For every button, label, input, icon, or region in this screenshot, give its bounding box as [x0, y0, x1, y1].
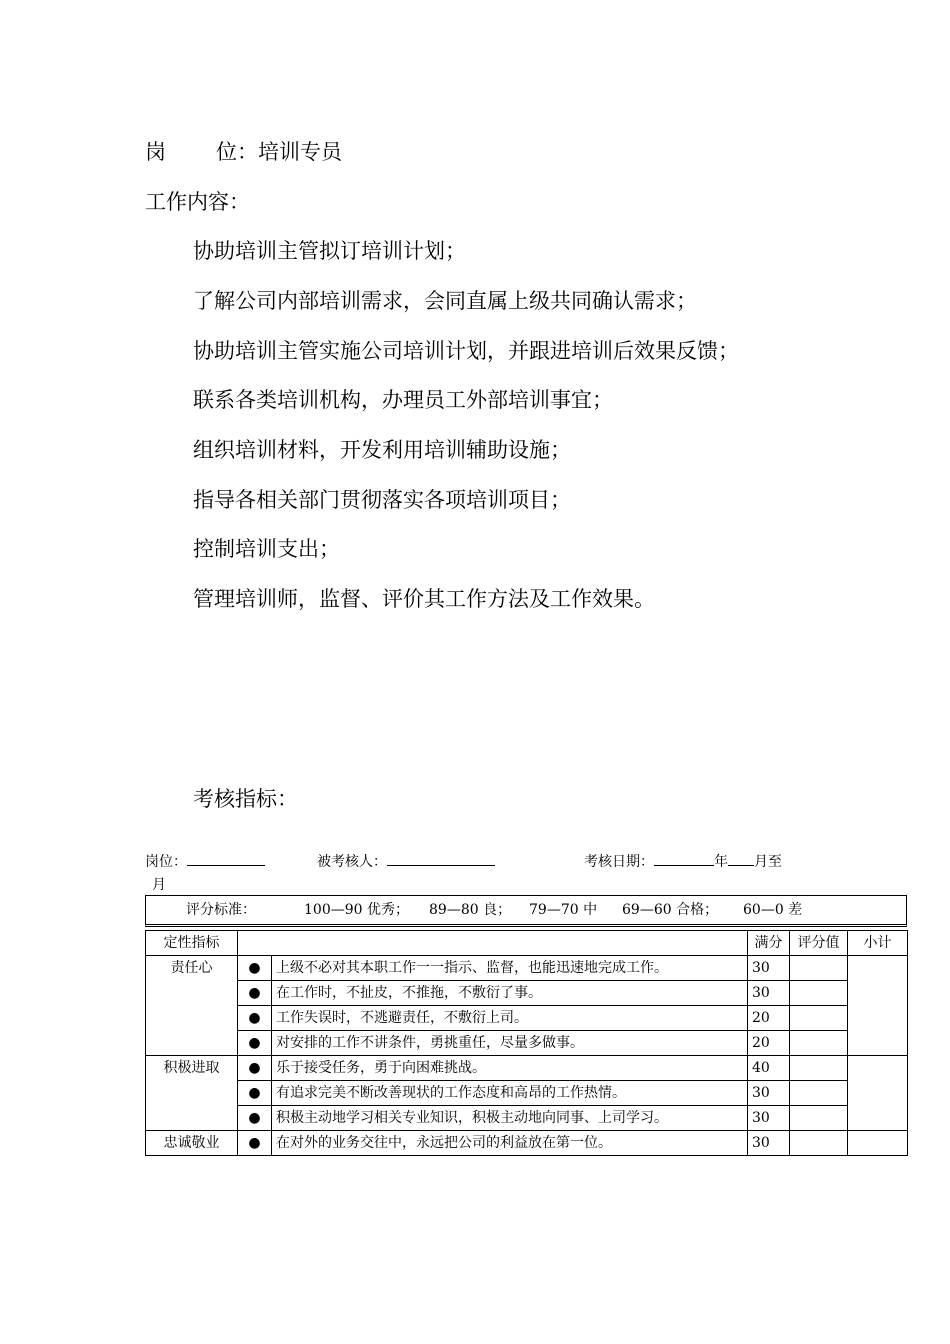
criteria-item: 60—0 差 [743, 902, 803, 918]
table-row [146, 1031, 908, 1056]
header-full: 满分 [748, 931, 790, 956]
table-row [146, 1056, 908, 1081]
form-date-month: 月 [152, 877, 166, 893]
table-row [146, 956, 908, 981]
form-position-blank[interactable] [187, 851, 265, 866]
score-cell[interactable] [790, 1006, 848, 1031]
bullet-icon: ● [238, 1056, 272, 1081]
header-subtotal: 小计 [848, 931, 908, 956]
assessment-label: 考核指标： [193, 787, 298, 811]
duty-item: 协助培训主管拟订培训计划； [193, 239, 466, 263]
table-row [146, 1006, 908, 1031]
score-cell[interactable] [790, 1131, 848, 1156]
criteria-item: 89—80 良； [429, 902, 512, 918]
indicator-text: 乐于接受任务，勇于向困难挑战。 [272, 1056, 748, 1081]
full-score: 30 [748, 1131, 790, 1156]
indicator-text: 在工作时，不扯皮，不推拖，不敷衍了事。 [272, 981, 748, 1006]
full-score: 30 [748, 956, 790, 981]
bullet-icon: ● [238, 1006, 272, 1031]
form-assessee-blank[interactable] [387, 851, 495, 866]
bullet-icon: ● [238, 956, 272, 981]
scoring-criteria [145, 895, 907, 927]
duty-item: 联系各类培训机构，办理员工外部培训事宜； [193, 388, 613, 412]
form-position-label: 岗位： [145, 854, 187, 870]
duty-item: 组织培训材料，开发利用培训辅助设施； [193, 438, 571, 462]
score-cell[interactable] [790, 1056, 848, 1081]
indicator-text: 对安排的工作不讲条件，勇挑重任，尽量多做事。 [272, 1031, 748, 1056]
criteria-item: 100—90 优秀； [304, 902, 409, 918]
category-name: 责任心 [146, 956, 238, 1056]
table-row [146, 1081, 908, 1106]
score-cell[interactable] [790, 1031, 848, 1056]
indicator-text: 在对外的业务交往中，永远把公司的利益放在第一位。 [272, 1131, 748, 1156]
score-cell[interactable] [790, 956, 848, 981]
work-content-label: 工作内容： [145, 190, 250, 214]
bullet-icon: ● [238, 1081, 272, 1106]
bullet-icon: ● [238, 981, 272, 1006]
score-cell[interactable] [790, 981, 848, 1006]
criteria-item: 79—70 中 [529, 902, 598, 918]
header-score: 评分值 [790, 931, 848, 956]
assessment-table [145, 930, 908, 1156]
form-position-field [145, 851, 265, 871]
bullet-icon: ● [238, 1031, 272, 1056]
indicator-text: 上级不必对其本职工作一一指示、监督，也能迅速地完成工作。 [272, 956, 748, 981]
category-name: 忠诚敬业 [146, 1131, 238, 1156]
full-score: 20 [748, 1031, 790, 1056]
full-score: 20 [748, 1006, 790, 1031]
indicator-text: 有追求完美不断改善现状的工作态度和高昂的工作热情。 [272, 1081, 748, 1106]
table-header-row [146, 931, 908, 956]
duty-item: 指导各相关部门贯彻落实各项培训项目； [193, 488, 571, 512]
indicator-text: 工作失误时，不逃避责任，不敷衍上司。 [272, 1006, 748, 1031]
table-row [146, 981, 908, 1006]
full-score: 30 [748, 981, 790, 1006]
duty-item: 了解公司内部培训需求，会同直属上级共同确认需求； [193, 289, 697, 313]
form-date-field [584, 851, 782, 871]
subtotal-cell[interactable] [848, 1056, 908, 1131]
position-line [145, 138, 342, 166]
form-date-year: 年 [714, 854, 728, 870]
category-name: 积极进取 [146, 1056, 238, 1131]
position-value: 培训专员 [258, 140, 342, 164]
form-date-label: 考核日期： [584, 854, 654, 870]
subtotal-cell[interactable] [848, 1131, 908, 1156]
duty-item: 协助培训主管实施公司培训计划，并跟进培训后效果反馈； [193, 339, 739, 363]
duty-item: 管理培训师，监督、评价其工作方法及工作效果。 [193, 587, 655, 611]
bullet-icon: ● [238, 1106, 272, 1131]
table-row [146, 1106, 908, 1131]
form-assessee-field [317, 851, 495, 871]
bullet-icon: ● [238, 1131, 272, 1156]
position-label-char1: 岗 [145, 140, 166, 164]
score-cell[interactable] [790, 1081, 848, 1106]
full-score: 30 [748, 1081, 790, 1106]
subtotal-cell[interactable] [848, 956, 908, 1056]
score-cell[interactable] [790, 1106, 848, 1131]
full-score: 40 [748, 1056, 790, 1081]
full-score: 30 [748, 1106, 790, 1131]
table-row [146, 1131, 908, 1156]
header-blank [238, 931, 748, 956]
header-qualitative: 定性指标 [146, 931, 238, 956]
criteria-item: 69—60 合格； [622, 902, 719, 918]
criteria-label: 评分标准： [186, 902, 256, 918]
form-date-month-to: 月至 [754, 854, 782, 870]
duty-item: 控制培训支出； [193, 537, 340, 561]
form-date-month-blank[interactable] [728, 851, 754, 866]
form-date-year-blank[interactable] [654, 851, 714, 866]
indicator-text: 积极主动地学习相关专业知识，积极主动地向同事、上司学习。 [272, 1106, 748, 1131]
form-assessee-label: 被考核人： [317, 854, 387, 870]
position-label-char2: 位： [216, 140, 258, 164]
